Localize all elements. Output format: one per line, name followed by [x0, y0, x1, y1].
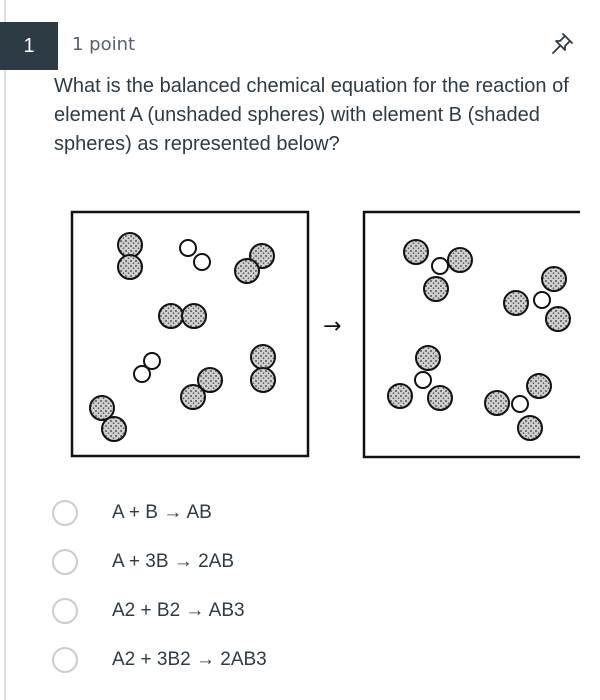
answer-choice[interactable]: [52, 586, 267, 635]
atom-b: [181, 385, 205, 409]
atom-a: [432, 258, 448, 274]
atom-b: [542, 267, 566, 291]
atom-b: [118, 233, 142, 257]
atom-a: [512, 396, 528, 412]
atom-b: [235, 259, 259, 283]
atom-b: [118, 255, 142, 279]
atom-b: [416, 346, 440, 370]
answer-label: A2 + B2 → AB3: [112, 599, 245, 621]
answer-choice[interactable]: [52, 537, 267, 586]
answer-label: A + 3B → 2AB: [112, 550, 234, 572]
atom-b: [518, 416, 542, 440]
question-text: What is the balanced chemical equation for the reaction of element A (unshaded spheres) with element B (shaded spheres) as represented below?: [54, 75, 569, 155]
atom-b: [182, 304, 206, 328]
pin-icon[interactable]: [548, 30, 576, 58]
radio-button[interactable]: [52, 647, 78, 673]
answer-choices: [52, 488, 267, 684]
reaction-diagram: [0, 200, 600, 470]
atom-b: [251, 345, 275, 369]
radio-button[interactable]: [52, 500, 78, 526]
reaction-arrow: →: [323, 314, 342, 339]
products-box: [364, 212, 580, 457]
atom-b: [404, 240, 428, 264]
atom-b: [159, 304, 183, 328]
radio-button[interactable]: [52, 598, 78, 624]
answer-label: A2 + 3B2 → 2AB3: [112, 648, 267, 670]
atom-a: [194, 254, 210, 270]
atom-b: [546, 307, 570, 331]
question-points: 1 point: [72, 34, 136, 55]
atom-b: [388, 384, 412, 408]
atom-a: [534, 292, 550, 308]
question-number: 1: [0, 22, 58, 70]
atom-b: [504, 291, 528, 315]
atom-b: [448, 248, 472, 272]
atom-b: [485, 391, 509, 415]
atom-a: [134, 366, 150, 382]
answer-label: A + B → AB: [112, 501, 212, 523]
atom-b: [527, 374, 551, 398]
atom-b: [424, 277, 448, 301]
answer-choice[interactable]: [52, 488, 267, 537]
answer-choice[interactable]: [52, 635, 267, 684]
atom-b: [90, 396, 114, 420]
atom-b: [251, 368, 275, 392]
atom-b: [428, 386, 452, 410]
atom-b: [102, 417, 126, 441]
atom-a: [415, 372, 431, 388]
atom-a: [180, 240, 196, 256]
radio-button[interactable]: [52, 549, 78, 575]
